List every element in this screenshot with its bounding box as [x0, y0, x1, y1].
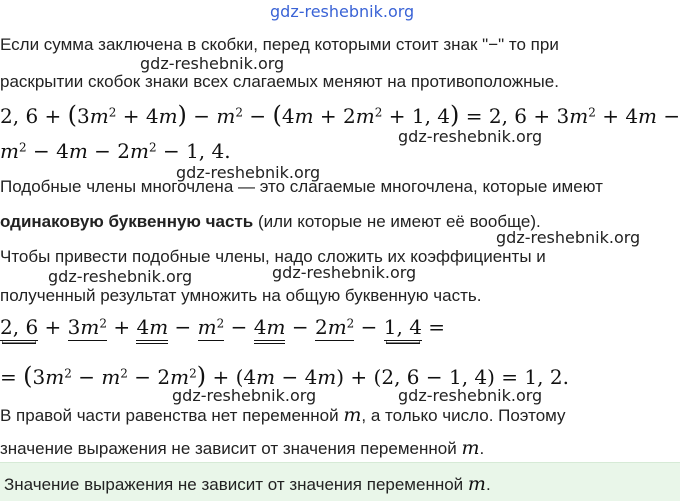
answer-text [4, 472, 491, 496]
paragraph-2-line-2 [0, 212, 541, 232]
paragraph-3-line-2: полученный результат умножить на общую буквенную часть. [0, 286, 482, 305]
answer-text-part: . [485, 475, 491, 494]
watermark: gdz-reshebnik.org [496, 228, 641, 247]
paragraph-4-line-1 [0, 403, 566, 427]
watermark-top: gdz-reshebnik.org [270, 2, 415, 21]
paragraph-2-bold: одинаковую буквенную часть [0, 212, 254, 231]
paragraph-4-line-2 [0, 436, 484, 460]
variable-m: m [467, 473, 486, 495]
paragraph-4-text: значение выражения не зависит от значения переменной [0, 439, 462, 458]
variable-m: m [343, 404, 362, 426]
paragraph-1-line-1: Если сумма заключена в скобки, перед которыми стоит знак "−" то при [0, 35, 559, 54]
paragraph-4-text: . [479, 439, 485, 458]
paragraph-1-line-2: раскрытии скобок знаки всех слагаемых меняют на противоположные. [0, 72, 559, 91]
paragraph-2-rest: (или которые не имеют её вообще). [253, 212, 541, 231]
equation-1-line-1: 2, $6 + (3m^2 + 4m) - m^2 - (4m + 2m^2 + 1$, 4) = 2, $6 + 3m^2 + 4m$ − [0, 101, 680, 129]
equation-2-line-2: = $(3m^2 - m^2 - 2m^2) + (4m - 4m) + (2$, 6 − 1, 4) = 1, 2. [0, 362, 569, 390]
watermark: gdz-reshebnik.org [398, 386, 543, 405]
watermark: gdz-reshebnik.org [398, 127, 543, 146]
answer-box [0, 462, 680, 501]
paragraph-2-line-1: Подобные члены многочлена — это слагаемые многочлена, которые имеют [0, 177, 603, 196]
paragraph-4-text: В правой части равенства нет переменной [0, 406, 344, 425]
equation-1-line-2: $m^2 - 4m - 2m^2 - 1$, 4. [0, 139, 231, 163]
paragraph-4-text: , а только число. Поэтому [361, 406, 566, 425]
paragraph-3-line-1: Чтобы привести подобные члены, надо сложить их коэффициенты и [0, 247, 546, 266]
watermark: gdz-reshebnik.org [272, 263, 417, 282]
answer-text-part: Значение выражения не зависит от значения переменной [4, 475, 468, 494]
equation-2-line-1: 2, $6 + 3m^2 + 4m - m^2 - 4m - 2m^2 - 1$, 4 = [0, 315, 445, 339]
watermark: gdz-reshebnik.org [176, 163, 321, 182]
variable-m: m [461, 437, 480, 459]
watermark: gdz-reshebnik.org [140, 54, 285, 73]
watermark: gdz-reshebnik.org [172, 386, 317, 405]
watermark: gdz-reshebnik.org [48, 267, 193, 286]
